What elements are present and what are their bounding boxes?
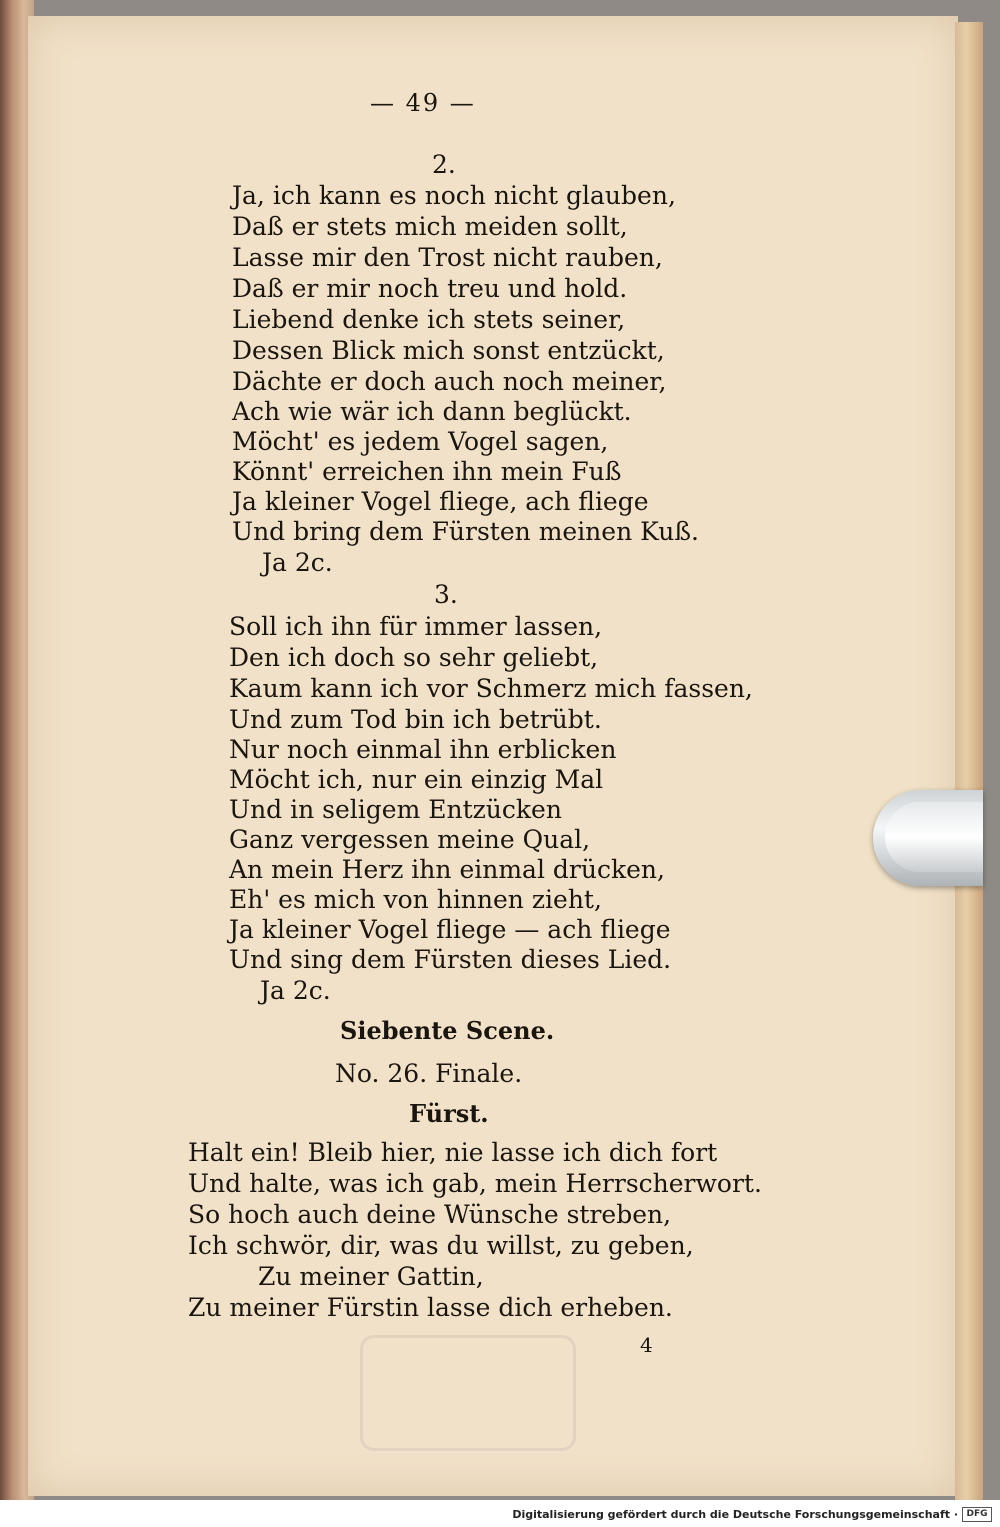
verse-line: Nur noch einmal ihn erblicken <box>229 735 617 764</box>
verse-line: Dessen Blick mich sonst entzückt, <box>232 336 665 365</box>
verse-line: Liebend denke ich stets seiner, <box>232 305 626 334</box>
verse-line: Ja, ich kann es noch nicht glauben, <box>232 181 676 210</box>
verse-line: Möcht' es jedem Vogel sagen, <box>232 427 609 456</box>
page-number: — 49 — <box>370 89 476 117</box>
dialogue-line: So hoch auch deine Wünsche streben, <box>188 1200 672 1229</box>
verse-line: Soll ich ihn für immer lassen, <box>229 612 603 641</box>
speaker-name: Fürst. <box>409 1099 489 1128</box>
refrain-mark: Ja 2c. <box>260 976 331 1005</box>
verse-line: Und in seligem Entzücken <box>229 795 562 824</box>
verse-line: Möcht ich, nur ein einzig Mal <box>229 765 604 794</box>
verse-number: 2. <box>432 150 456 179</box>
dialogue-line: Zu meiner Fürstin lasse dich erheben. <box>188 1293 673 1322</box>
dfg-logo-icon: DFG <box>962 1507 992 1522</box>
verse-line: Dächte er doch auch noch meiner, <box>232 367 667 396</box>
page-stack-edge <box>955 22 983 1500</box>
verse-line: Eh' es mich von hinnen zieht, <box>229 885 602 914</box>
dialogue-line: Ich schwör, dir, was du willst, zu geben, <box>188 1231 694 1260</box>
verse-number: 3. <box>434 580 458 609</box>
verse-line: Den ich doch so sehr geliebt, <box>229 643 599 672</box>
digitization-credit: Digitalisierung gefördert durch die Deutsche Forschungsgemeinschaft · <box>512 1508 958 1521</box>
verse-line: Daß er mir noch treu und hold. <box>232 274 628 303</box>
verse-line: An mein Herz ihn einmal drücken, <box>229 855 665 884</box>
scene-title: Siebente Scene. <box>340 1016 555 1045</box>
dialogue-line: Zu meiner Gattin, <box>258 1262 484 1291</box>
faint-stamp-bleed <box>360 1335 576 1451</box>
verse-line: Und sing dem Fürsten dieses Lied. <box>229 945 672 974</box>
verse-line: Lasse mir den Trost nicht rauben, <box>232 243 663 272</box>
number-title: No. 26. Finale. <box>335 1059 523 1088</box>
dialogue-line: Halt ein! Bleib hier, nie lasse ich dich fort <box>188 1138 718 1167</box>
verse-line: Könnt' erreichen ihn mein Fuß <box>232 457 622 486</box>
verse-line: Kaum kann ich vor Schmerz mich fassen, <box>229 674 753 703</box>
verse-line: Ganz vergessen meine Qual, <box>229 825 591 854</box>
dialogue-line: Und halte, was ich gab, mein Herrscherwort. <box>188 1169 762 1198</box>
signature-mark: 4 <box>640 1333 653 1357</box>
verse-line: Ja kleiner Vogel fliege, ach fliege <box>232 487 649 516</box>
verse-line: Ja kleiner Vogel fliege — ach fliege <box>229 915 671 944</box>
paper-clip-highlight <box>885 802 983 872</box>
verse-line: Daß er stets mich meiden sollt, <box>232 212 628 241</box>
paper-clip <box>873 790 983 886</box>
verse-line: Und zum Tod bin ich betrübt. <box>229 705 602 734</box>
refrain-mark: Ja 2c. <box>262 548 333 577</box>
verse-line: Ach wie wär ich dann beglückt. <box>232 397 632 426</box>
verse-line: Und bring dem Fürsten meinen Kuß. <box>232 517 700 546</box>
